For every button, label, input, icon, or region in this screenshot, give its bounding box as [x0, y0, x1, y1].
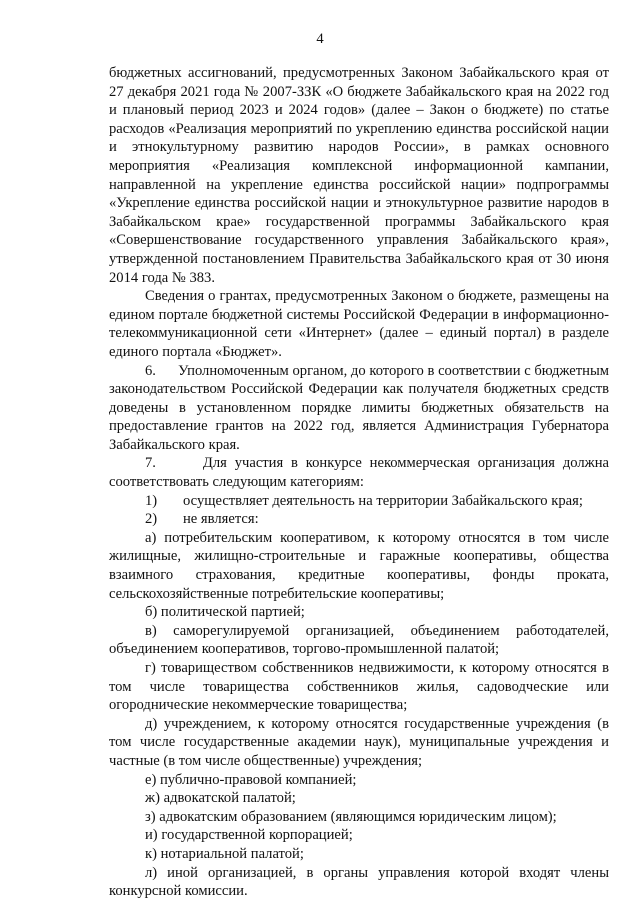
- subitem-zh: ж) адвокатской палатой;: [145, 790, 296, 807]
- subitem-k: к) нотариальной палатой;: [145, 845, 304, 862]
- subitem-a: а) потребительским кооперативом, к которому относятся в том числе жилищные, жилищно-строительные и гаражные кооперативы, общества взаимного страхования, кредитные кооперативы, фонды проката, сельскохозяйственные потребительские кооперативы;: [109, 529, 609, 602]
- category-2: [109, 510, 609, 529]
- paragraph-budget-allocations: бюджетных ассигнований, предусмотренных Законом Забайкальского края от 27 декабря 2021 года № 2007-ЗЗК «О бюджете Забайкальского края на 2022 год и плановый период 2023 и 2024 годов» (далее – Закон о бюджете) по статье расходов «Реализация мероприятий по укреплению единства российской нации и этнокультурному развитию народов России», в рамках основного мероприятия «Реализация комплексной информационной кампании, направленной на укрепление единства российской нации» подпрограммы «Укрепление единства российской нации и этнокультурное развитие народов в Забайкальском крае» государственной программы Забайкальского края «Совершенствование государственного управления Забайкальского края», утвержденной постановлением Правительства Забайкальского края от 30 июня 2014 года № 383.: [109, 65, 609, 286]
- subitem-d: д) учреждением, к которому относятся государственные учреждения (в том числе государственные академии наук), муниципальные учреждения и частные (в том числе общественные) учреждения;: [109, 715, 609, 769]
- subitem-l: л) иной организацией, в органы управления которой входят члены конкурсной комиссии.: [109, 864, 609, 900]
- category-1-text: осуществляет деятельность на территории Забайкальского края;: [183, 492, 583, 509]
- category-1-number: 1): [145, 492, 158, 509]
- paragraph-7-participation: 7. Для участия в конкурсе некоммерческая организация должна соответствовать следующим категориям:: [109, 455, 609, 491]
- category-2-number: 2): [145, 511, 158, 528]
- subitem-i: и) государственной корпорацией;: [145, 827, 353, 844]
- subitem-z: з) адвокатским образованием (являющимся юридическим лицом);: [145, 808, 557, 825]
- subitem-b: б) политической партией;: [145, 604, 305, 621]
- subitem-v: в) саморегулируемой организацией, объединением работодателей, объединением кооперативов, торгово-промышленной палатой;: [109, 622, 609, 658]
- category-2-text: не является:: [183, 511, 259, 528]
- page-number: 4: [316, 31, 324, 47]
- subitem-e: е) публично-правовой компанией;: [145, 771, 357, 788]
- document-body: [109, 64, 609, 901]
- paragraph-grant-info: Сведения о грантах, предусмотренных Законом о бюджете, размещены на едином портале бюджетной системы Российской Федерации в информационно-телекоммуникационной сети «Интернет» (далее – единый портал) в разделе единого портала «Бюджет».: [109, 288, 609, 360]
- subitem-g: г) товариществом собственников недвижимости, к которому относятся в том числе товарищества собственников жилья, садоводческие или огороднические некоммерческие товарищества;: [109, 660, 609, 714]
- paragraph-6-authorized-body: 6. Уполномоченным органом, до которого в соответствии с бюджетным законодательством Российской Федерации как получателя бюджетных средств доведены в установленном порядке лимиты бюджетных обязательств на предоставление грантов на 2022 год, является Администрация Губернатора Забайкальского края.: [109, 362, 609, 453]
- category-1: [109, 492, 609, 511]
